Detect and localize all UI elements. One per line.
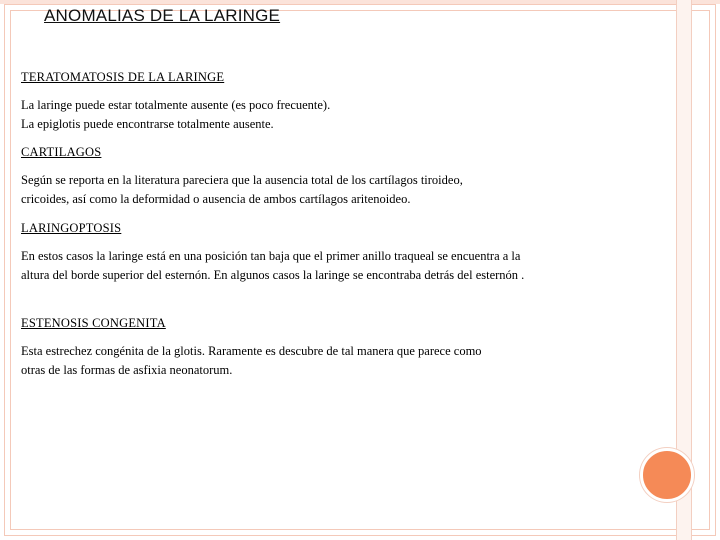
page-title: ANOMALIAS DE LA LARINGE — [44, 6, 281, 25]
section-line: En estos casos la laringe está en una posición tan baja que el primer anillo traqueal se encuentra a la — [21, 249, 521, 263]
section-line: La epiglotis puede encontrarse totalmente ausente. — [21, 117, 274, 131]
section-estenosis — [21, 314, 621, 380]
section-heading: ESTENOSIS CONGENITA — [21, 316, 166, 330]
section-line: Esta estrechez congénita de la glotis. Raramente es descubre de tal manera que parece como — [21, 344, 482, 358]
section-line: altura del borde superior del esternón. En algunos casos la laringe se encontraba detrás del esternón . — [21, 268, 525, 282]
section-heading: CARTILAGOS — [21, 145, 102, 159]
section-line: cricoides, así como la deformidad o ausencia de ambos cartílagos aritenoideo. — [21, 192, 411, 206]
section-line: otras de las formas de asfixia neonatorum. — [21, 363, 233, 377]
section-line: La laringe puede estar totalmente ausente (es poco frecuente). — [21, 98, 331, 112]
section-line: Según se reporta en la literatura pareciera que la ausencia total de los cartílagos tiroideo, — [21, 173, 463, 187]
section-heading: LARINGOPTOSIS — [21, 221, 122, 235]
accent-circle-icon — [640, 448, 694, 502]
section-heading: TERATOMATOSIS DE LA LARINGE — [21, 70, 225, 84]
section-laringoptosis — [21, 219, 621, 285]
slide-body — [21, 68, 621, 380]
section-teratomatosis — [21, 68, 621, 134]
section-cartilagos — [21, 143, 621, 209]
